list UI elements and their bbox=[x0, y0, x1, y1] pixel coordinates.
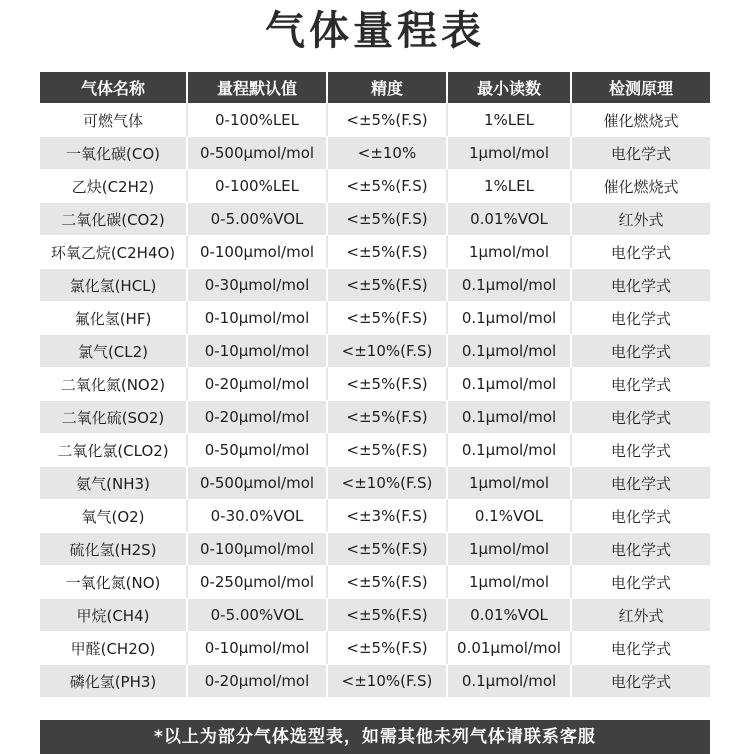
cell-accuracy: <±10%(F.S) bbox=[328, 664, 448, 697]
cell-default-range: 0-100μmol/mol bbox=[188, 235, 328, 268]
cell-detection-principle: 电化学式 bbox=[572, 499, 710, 532]
cell-gas-name: 二氧化氮(NO2) bbox=[40, 367, 188, 400]
cell-detection-principle: 电化学式 bbox=[572, 565, 710, 598]
table-row bbox=[40, 532, 710, 565]
cell-accuracy: <±5%(F.S) bbox=[328, 103, 448, 136]
cell-default-range: 0-20μmol/mol bbox=[188, 664, 328, 697]
cell-accuracy: <±5%(F.S) bbox=[328, 631, 448, 664]
cell-default-range: 0-10μmol/mol bbox=[188, 334, 328, 367]
cell-min-reading: 1μmol/mol bbox=[448, 565, 572, 598]
cell-min-reading: 0.01%VOL bbox=[448, 598, 572, 631]
cell-min-reading: 1μmol/mol bbox=[448, 532, 572, 565]
cell-detection-principle: 红外式 bbox=[572, 202, 710, 235]
table-row bbox=[40, 136, 710, 169]
cell-detection-principle: 红外式 bbox=[572, 598, 710, 631]
cell-detection-principle: 电化学式 bbox=[572, 301, 710, 334]
header-gas-name: 气体名称 bbox=[40, 72, 188, 103]
cell-accuracy: <±5%(F.S) bbox=[328, 235, 448, 268]
table-row bbox=[40, 334, 710, 367]
header-min-reading: 最小读数 bbox=[448, 72, 572, 103]
cell-gas-name: 磷化氢(PH3) bbox=[40, 664, 188, 697]
table-row bbox=[40, 103, 710, 136]
cell-min-reading: 0.1%VOL bbox=[448, 499, 572, 532]
cell-default-range: 0-5.00%VOL bbox=[188, 598, 328, 631]
cell-default-range: 0-500μmol/mol bbox=[188, 136, 328, 169]
table-row bbox=[40, 631, 710, 664]
cell-detection-principle: 催化燃烧式 bbox=[572, 169, 710, 202]
table-row bbox=[40, 466, 710, 499]
cell-detection-principle: 电化学式 bbox=[572, 136, 710, 169]
cell-min-reading: 1μmol/mol bbox=[448, 466, 572, 499]
table-row bbox=[40, 268, 710, 301]
cell-gas-name: 氯化氢(HCL) bbox=[40, 268, 188, 301]
cell-accuracy: <±5%(F.S) bbox=[328, 400, 448, 433]
table-row bbox=[40, 202, 710, 235]
cell-detection-principle: 催化燃烧式 bbox=[572, 103, 710, 136]
cell-min-reading: 0.1μmol/mol bbox=[448, 367, 572, 400]
cell-accuracy: <±5%(F.S) bbox=[328, 169, 448, 202]
cell-gas-name: 氧气(O2) bbox=[40, 499, 188, 532]
cell-detection-principle: 电化学式 bbox=[572, 664, 710, 697]
table-row bbox=[40, 598, 710, 631]
table-header-row bbox=[40, 72, 710, 103]
cell-accuracy: <±5%(F.S) bbox=[328, 202, 448, 235]
cell-detection-principle: 电化学式 bbox=[572, 433, 710, 466]
cell-gas-name: 氯气(CL2) bbox=[40, 334, 188, 367]
cell-gas-name: 二氧化硫(SO2) bbox=[40, 400, 188, 433]
cell-min-reading: 0.1μmol/mol bbox=[448, 334, 572, 367]
cell-gas-name: 一氧化氮(NO) bbox=[40, 565, 188, 598]
cell-gas-name: 二氧化碳(CO2) bbox=[40, 202, 188, 235]
cell-gas-name: 乙炔(C2H2) bbox=[40, 169, 188, 202]
cell-default-range: 0-20μmol/mol bbox=[188, 400, 328, 433]
cell-accuracy: <±3%(F.S) bbox=[328, 499, 448, 532]
cell-gas-name: 二氧化氯(CLO2) bbox=[40, 433, 188, 466]
table-row bbox=[40, 433, 710, 466]
cell-accuracy: <±5%(F.S) bbox=[328, 433, 448, 466]
cell-gas-name: 甲醛(CH2O) bbox=[40, 631, 188, 664]
cell-detection-principle: 电化学式 bbox=[572, 532, 710, 565]
cell-min-reading: 0.1μmol/mol bbox=[448, 400, 572, 433]
footer-note: *以上为部分气体选型表，如需其他未列气体请联系客服 bbox=[40, 720, 710, 754]
cell-min-reading: 0.1μmol/mol bbox=[448, 433, 572, 466]
cell-detection-principle: 电化学式 bbox=[572, 466, 710, 499]
page-title: 气体量程表 bbox=[265, 8, 485, 54]
cell-gas-name: 可燃气体 bbox=[40, 103, 188, 136]
table-row bbox=[40, 400, 710, 433]
cell-default-range: 0-5.00%VOL bbox=[188, 202, 328, 235]
cell-detection-principle: 电化学式 bbox=[572, 400, 710, 433]
cell-min-reading: 1%LEL bbox=[448, 169, 572, 202]
cell-detection-principle: 电化学式 bbox=[572, 268, 710, 301]
cell-accuracy: <±5%(F.S) bbox=[328, 598, 448, 631]
cell-min-reading: 0.1μmol/mol bbox=[448, 664, 572, 697]
cell-accuracy: <±10%(F.S) bbox=[328, 466, 448, 499]
table-row bbox=[40, 499, 710, 532]
cell-accuracy: <±5%(F.S) bbox=[328, 367, 448, 400]
cell-detection-principle: 电化学式 bbox=[572, 334, 710, 367]
cell-min-reading: 0.01μmol/mol bbox=[448, 631, 572, 664]
cell-gas-name: 一氧化碳(CO) bbox=[40, 136, 188, 169]
cell-accuracy: <±5%(F.S) bbox=[328, 268, 448, 301]
table-row bbox=[40, 301, 710, 334]
cell-detection-principle: 电化学式 bbox=[572, 235, 710, 268]
cell-default-range: 0-500μmol/mol bbox=[188, 466, 328, 499]
cell-min-reading: 1%LEL bbox=[448, 103, 572, 136]
cell-min-reading: 1μmol/mol bbox=[448, 235, 572, 268]
header-accuracy: 精度 bbox=[328, 72, 448, 103]
cell-accuracy: <±5%(F.S) bbox=[328, 565, 448, 598]
cell-default-range: 0-100%LEL bbox=[188, 103, 328, 136]
cell-gas-name: 环氧乙烷(C2H4O) bbox=[40, 235, 188, 268]
cell-accuracy: <±10%(F.S) bbox=[328, 334, 448, 367]
table-row bbox=[40, 235, 710, 268]
cell-default-range: 0-20μmol/mol bbox=[188, 367, 328, 400]
cell-min-reading: 1μmol/mol bbox=[448, 136, 572, 169]
cell-default-range: 0-250μmol/mol bbox=[188, 565, 328, 598]
cell-gas-name: 氨气(NH3) bbox=[40, 466, 188, 499]
cell-accuracy: <±5%(F.S) bbox=[328, 532, 448, 565]
cell-default-range: 0-50μmol/mol bbox=[188, 433, 328, 466]
cell-gas-name: 氟化氢(HF) bbox=[40, 301, 188, 334]
cell-detection-principle: 电化学式 bbox=[572, 631, 710, 664]
cell-default-range: 0-30.0%VOL bbox=[188, 499, 328, 532]
cell-default-range: 0-30μmol/mol bbox=[188, 268, 328, 301]
cell-min-reading: 0.01%VOL bbox=[448, 202, 572, 235]
cell-min-reading: 0.1μmol/mol bbox=[448, 268, 572, 301]
cell-default-range: 0-10μmol/mol bbox=[188, 631, 328, 664]
table-row bbox=[40, 169, 710, 202]
cell-default-range: 0-100μmol/mol bbox=[188, 532, 328, 565]
cell-gas-name: 甲烷(CH4) bbox=[40, 598, 188, 631]
cell-accuracy: <±10% bbox=[328, 136, 448, 169]
cell-default-range: 0-100%LEL bbox=[188, 169, 328, 202]
cell-min-reading: 0.1μmol/mol bbox=[448, 301, 572, 334]
header-detection-principle: 检测原理 bbox=[572, 72, 710, 103]
table-row bbox=[40, 664, 710, 697]
table-row bbox=[40, 367, 710, 400]
table-body bbox=[40, 103, 710, 697]
cell-gas-name: 硫化氢(H2S) bbox=[40, 532, 188, 565]
header-default-range: 量程默认值 bbox=[188, 72, 328, 103]
cell-detection-principle: 电化学式 bbox=[572, 367, 710, 400]
table-row bbox=[40, 565, 710, 598]
cell-accuracy: <±5%(F.S) bbox=[328, 301, 448, 334]
cell-default-range: 0-10μmol/mol bbox=[188, 301, 328, 334]
gas-range-table bbox=[40, 72, 710, 697]
